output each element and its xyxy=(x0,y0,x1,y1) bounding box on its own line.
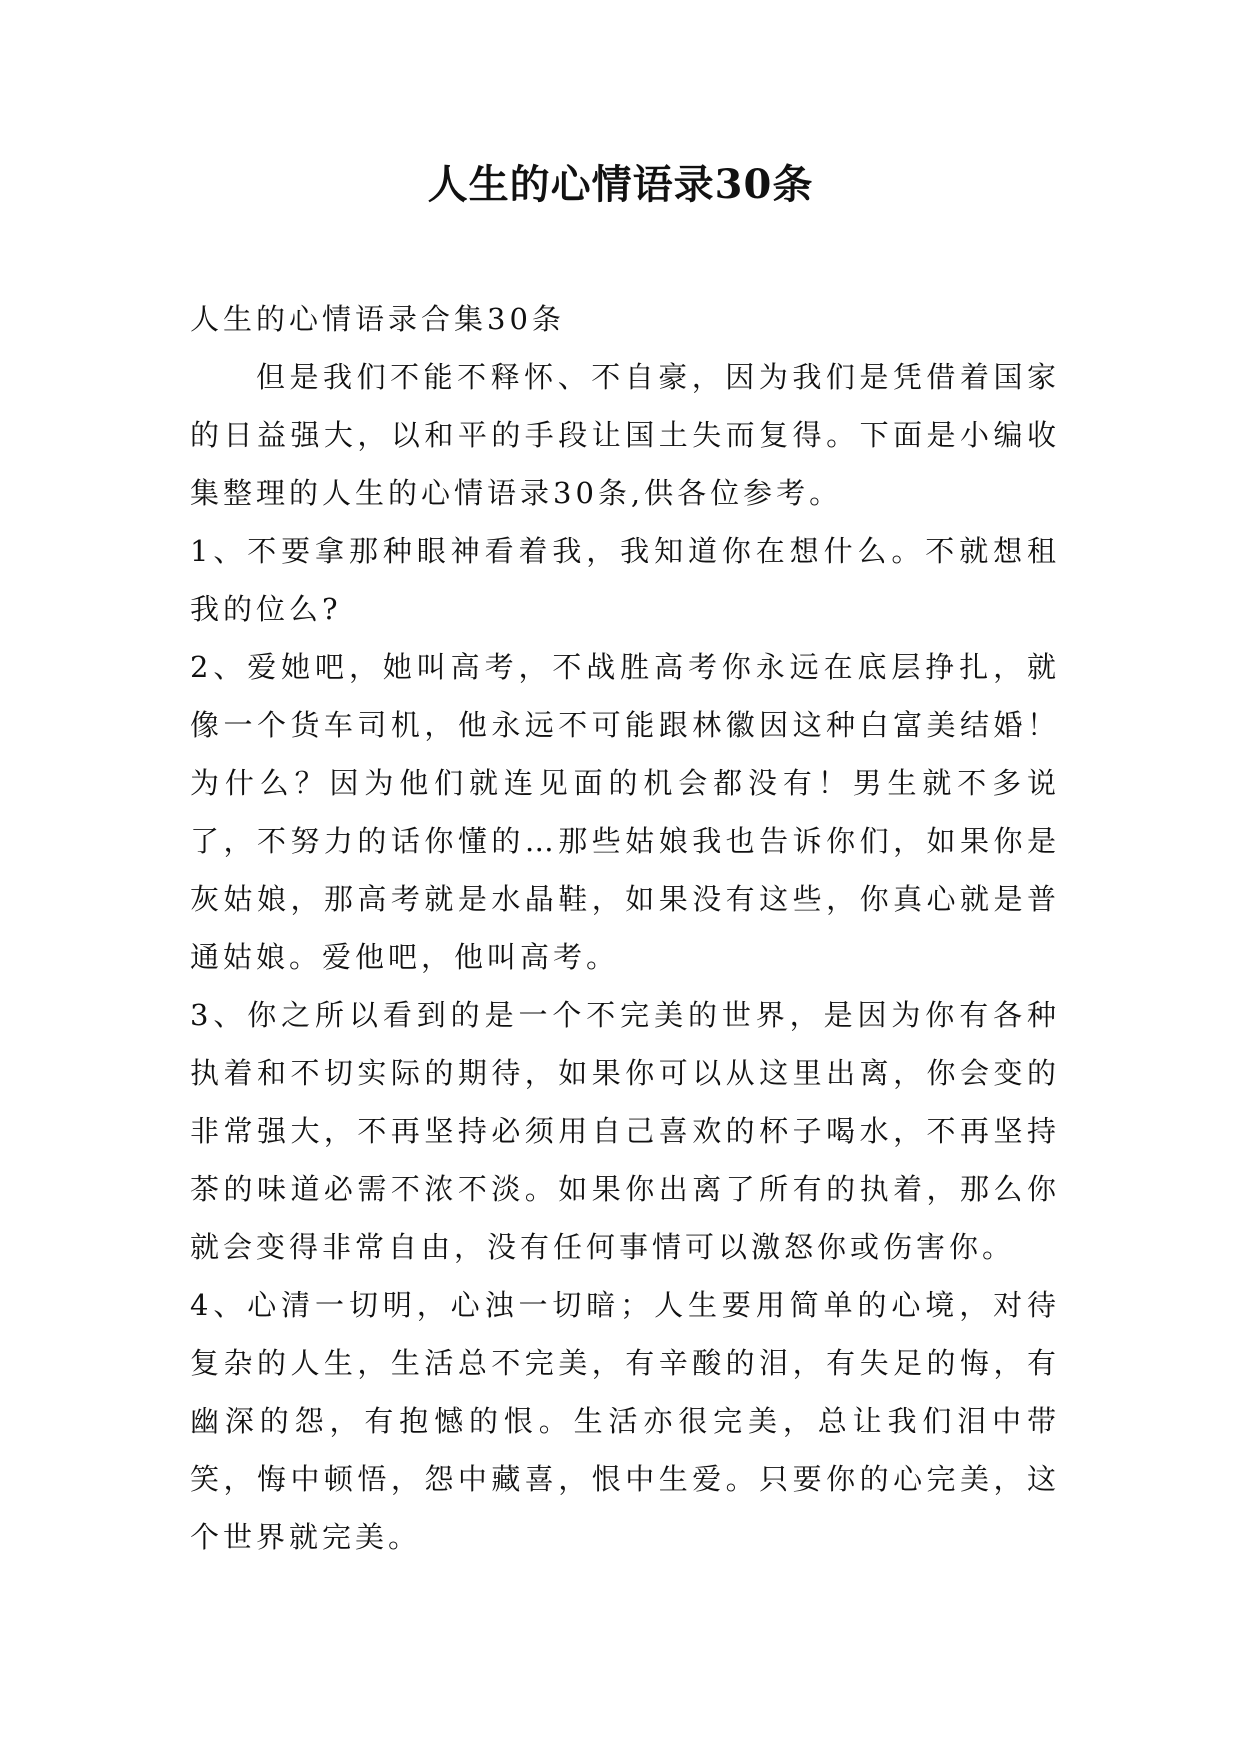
quote-item-1: 1、不要拿那种眼神看着我，我知道你在想什么。不就想租我的位么? xyxy=(190,534,1060,626)
quote-item-2: 2、爱她吧，她叫高考，不战胜高考你永远在底层挣扎，就像一个货车司机，他永远不可能跟林徽因这种白富美结婚！为什么？因为他们就连见面的机会都没有！男生就不多说了，不努力的话你懂的…那些姑娘我也告诉你们，如果你是灰姑娘，那高考就是水晶鞋，如果没有这些，你真心就是普通姑娘。爱他吧，他叫高考。 xyxy=(190,650,1060,974)
document-title: 人生的心情语录30条 xyxy=(427,161,814,208)
document-body xyxy=(190,290,1060,1566)
intro-paragraph: 但是我们不能不释怀、不自豪，因为我们是凭借着国家的日益强大，以和平的手段让国土失而复得。下面是小编收集整理的人生的心情语录30条,供各位参考。 xyxy=(190,360,1060,510)
quote-item-3: 3、你之所以看到的是一个不完美的世界，是因为你有各种执着和不切实际的期待，如果你可以从这里出离，你会变的非常强大，不再坚持必须用自己喜欢的杯子喝水，不再坚持茶的味道必需不浓不淡。如果你出离了所有的执着，那么你就会变得非常自由，没有任何事情可以激怒你或伤害你。 xyxy=(190,998,1060,1264)
quote-item-4: 4、心清一切明，心浊一切暗；人生要用简单的心境，对待复杂的人生，生活总不完美，有辛酸的泪，有失足的悔，有幽深的怨，有抱憾的恨。生活亦很完美，总让我们泪中带笑，悔中顿悟，怨中藏喜，恨中生爱。只要你的心完美，这个世界就完美。 xyxy=(190,1288,1060,1554)
document-subtitle: 人生的心情语录合集30条 xyxy=(190,302,565,336)
